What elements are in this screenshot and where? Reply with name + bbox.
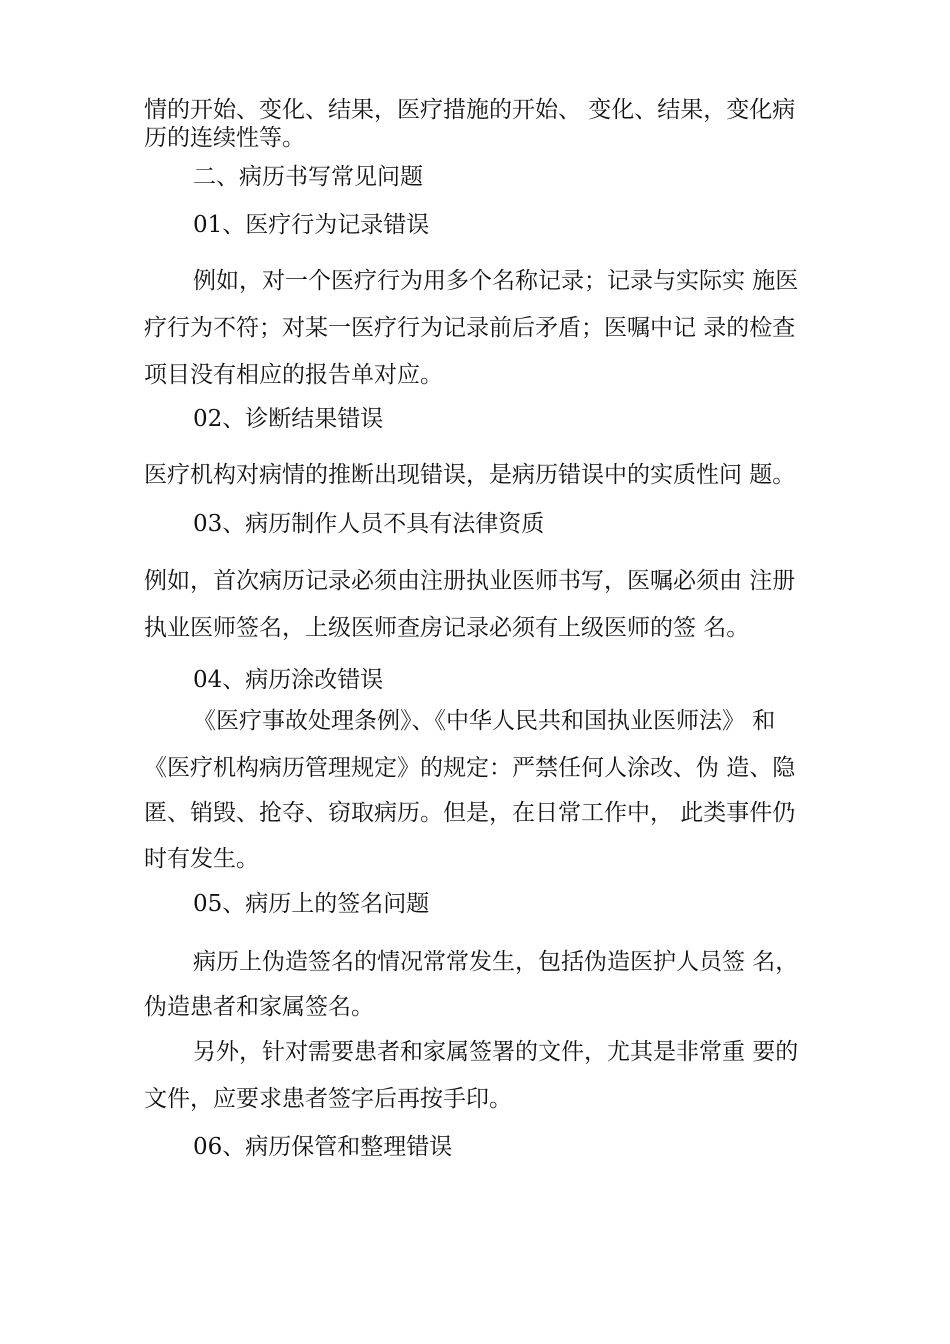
paragraph-line: 时有发生。 xyxy=(144,846,259,872)
paragraph-line: 另外，针对需要患者和家属签署的文件，尤其是非常重 要的 xyxy=(193,1039,799,1065)
paragraph-line: 例如，首次病历记录必须由注册执业医师书写，医嘱必须由 注册 xyxy=(144,568,796,594)
paragraph-line: 《医疗事故处理条例》、《中华人民共和国执业医师法》 和 xyxy=(193,708,776,734)
paragraph-line: 病历上伪造签名的情况常常发生，包括伪造医护人员签 名， xyxy=(193,949,799,975)
subsection-heading: 05、病历上的签名问题 xyxy=(193,891,430,917)
paragraph-line: 文件，应要求患者签字后再按手印。 xyxy=(144,1086,512,1112)
paragraph-line: 情的开始、变化、结果，医疗措施的开始、 变化、结果，变化病 xyxy=(144,97,796,123)
paragraph-line: 项目没有相应的报告单对应。 xyxy=(144,362,443,388)
section-heading: 二、病历书写常见问题 xyxy=(193,164,423,190)
paragraph-line: 《医疗机构病历管理规定》的规定：严禁任何人涂改、伪 造、隐 xyxy=(144,755,796,781)
subsection-heading: 01、医疗行为记录错误 xyxy=(193,212,430,238)
paragraph-line: 医疗机构对病情的推断出现错误，是病历错误中的实质性问 题。 xyxy=(144,462,796,488)
paragraph-line: 历的连续性等。 xyxy=(144,125,305,151)
subsection-heading: 04、病历涂改错误 xyxy=(193,667,384,693)
subsection-heading: 06、病历保管和整理错误 xyxy=(193,1134,453,1160)
paragraph-line: 例如，对一个医疗行为用多个名称记录；记录与实际实 施医 xyxy=(193,268,799,294)
paragraph-line: 伪造患者和家属签名。 xyxy=(144,994,374,1020)
paragraph-line: 疗行为不符；对某一医疗行为记录前后矛盾；医嘱中记 录的检查 xyxy=(144,315,796,341)
subsection-heading: 03、病历制作人员不具有法律资质 xyxy=(193,511,545,537)
subsection-heading: 02、诊断结果错误 xyxy=(193,406,384,432)
paragraph-line: 执业医师签名，上级医师查房记录必须有上级医师的签 名。 xyxy=(144,615,750,641)
paragraph-line: 匿、销毁、抢夺、窃取病历。但是，在日常工作中， 此类事件仍 xyxy=(144,800,796,826)
